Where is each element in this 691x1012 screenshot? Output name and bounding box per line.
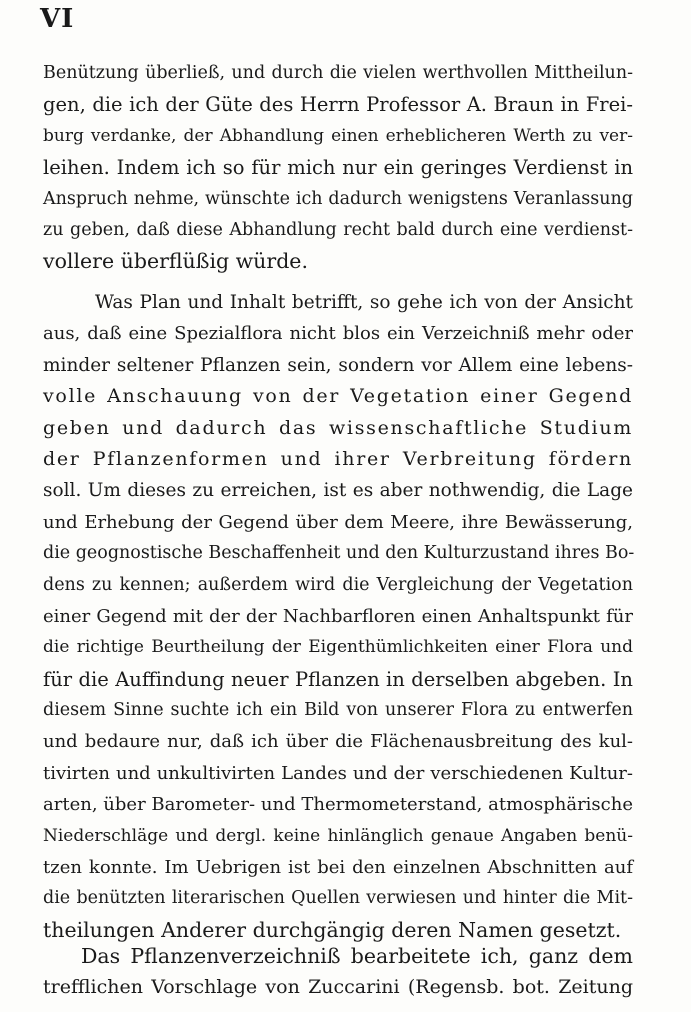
text-line: leihen. Indem ich so für mich nur ein geringes Verdienst in — [43, 156, 633, 180]
text-line: geben und dadurch das wissenschaftliche Studium — [43, 416, 633, 439]
text-line: dens zu kennen; außerdem wird die Vergleichung der Vegetation — [43, 574, 633, 595]
text-line: trefflichen Vorschlage von Zuccarini (Regensb. bot. Zeitung — [43, 976, 633, 999]
text-line: burg verdanke, der Abhandlung einen erheblicheren Werth zu ver- — [43, 125, 633, 146]
page-number: VI — [40, 4, 75, 34]
text-line: zu geben, daß diese Abhandlung recht bald durch eine verdienst- — [43, 219, 633, 240]
text-line: die richtige Beurtheilung der Eigenthümlichkeiten einer Flora und — [43, 637, 633, 658]
text-line: aus, daß eine Spezialflora nicht blos ein Verzeichniß mehr oder — [43, 323, 633, 345]
text-line: minder seltener Pflanzen sein, sondern vor Allem eine lebens- — [43, 354, 633, 376]
text-line: für die Auffindung neuer Pflanzen in derselben abgeben. In — [43, 667, 633, 691]
text-line: tzen konnte. Im Uebrigen ist bei den einzelnen Abschnitten auf — [43, 857, 633, 879]
text-line: Benützung überließ, und durch die vielen werthvollen Mittheilun- — [43, 63, 633, 83]
text-line: einer Gegend mit der der Nachbarfloren einen Anhaltspunkt für — [43, 605, 633, 627]
text-line: Das Pflanzenverzeichniß bearbeitete ich, ganz dem — [81, 944, 633, 968]
text-line: die geognostische Beschaffenheit und den Kulturzustand ihres Bo- — [43, 543, 635, 564]
text-line: diesem Sinne suchte ich ein Bild von unserer Flora zu entwerfen — [43, 700, 633, 721]
text-line: die benützten literarischen Quellen verwiesen und hinter die Mit- — [43, 888, 633, 909]
text-line: soll. Um dieses zu erreichen, ist es aber nothwendig, die Lage — [43, 480, 633, 502]
text-line: Anspruch nehme, wünschte ich dadurch wenigstens Veranlassung — [43, 188, 633, 209]
text-line: theilungen Anderer durchgängig deren Namen gesetzt. — [43, 917, 622, 942]
text-line: tivirten und unkultivirten Landes und der verschiedenen Kultur- — [43, 762, 633, 784]
paragraph-2 — [43, 287, 633, 946]
text-line: Niederschläge und dergl. keine hinlänglich genaue Angaben benü- — [43, 825, 633, 846]
text-line: und bedaure nur, daß ich über die Flächenausbreitung des kul- — [43, 731, 633, 753]
paragraph-3 — [43, 941, 633, 1004]
text-line: gen, die ich der Güte des Herrn Professor A. Braun in Frei- — [43, 93, 633, 117]
text-line: arten, über Barometer- und Thermometerstand, atmosphärische — [43, 794, 633, 816]
text-line: vollere überflüßig würde. — [43, 249, 308, 274]
paragraph-1 — [43, 58, 633, 278]
text-line: Was Plan und Inhalt betrifft, so gehe ich von der Ansicht — [95, 292, 633, 313]
text-line: und Erhebung der Gegend über dem Meere, ihre Bewässerung, — [43, 511, 633, 533]
text-line: volle Anschauung von der Vegetation einer Gegend — [43, 385, 633, 408]
text-line: der Pflanzenformen und ihrer Verbreitung fördern — [43, 447, 633, 470]
